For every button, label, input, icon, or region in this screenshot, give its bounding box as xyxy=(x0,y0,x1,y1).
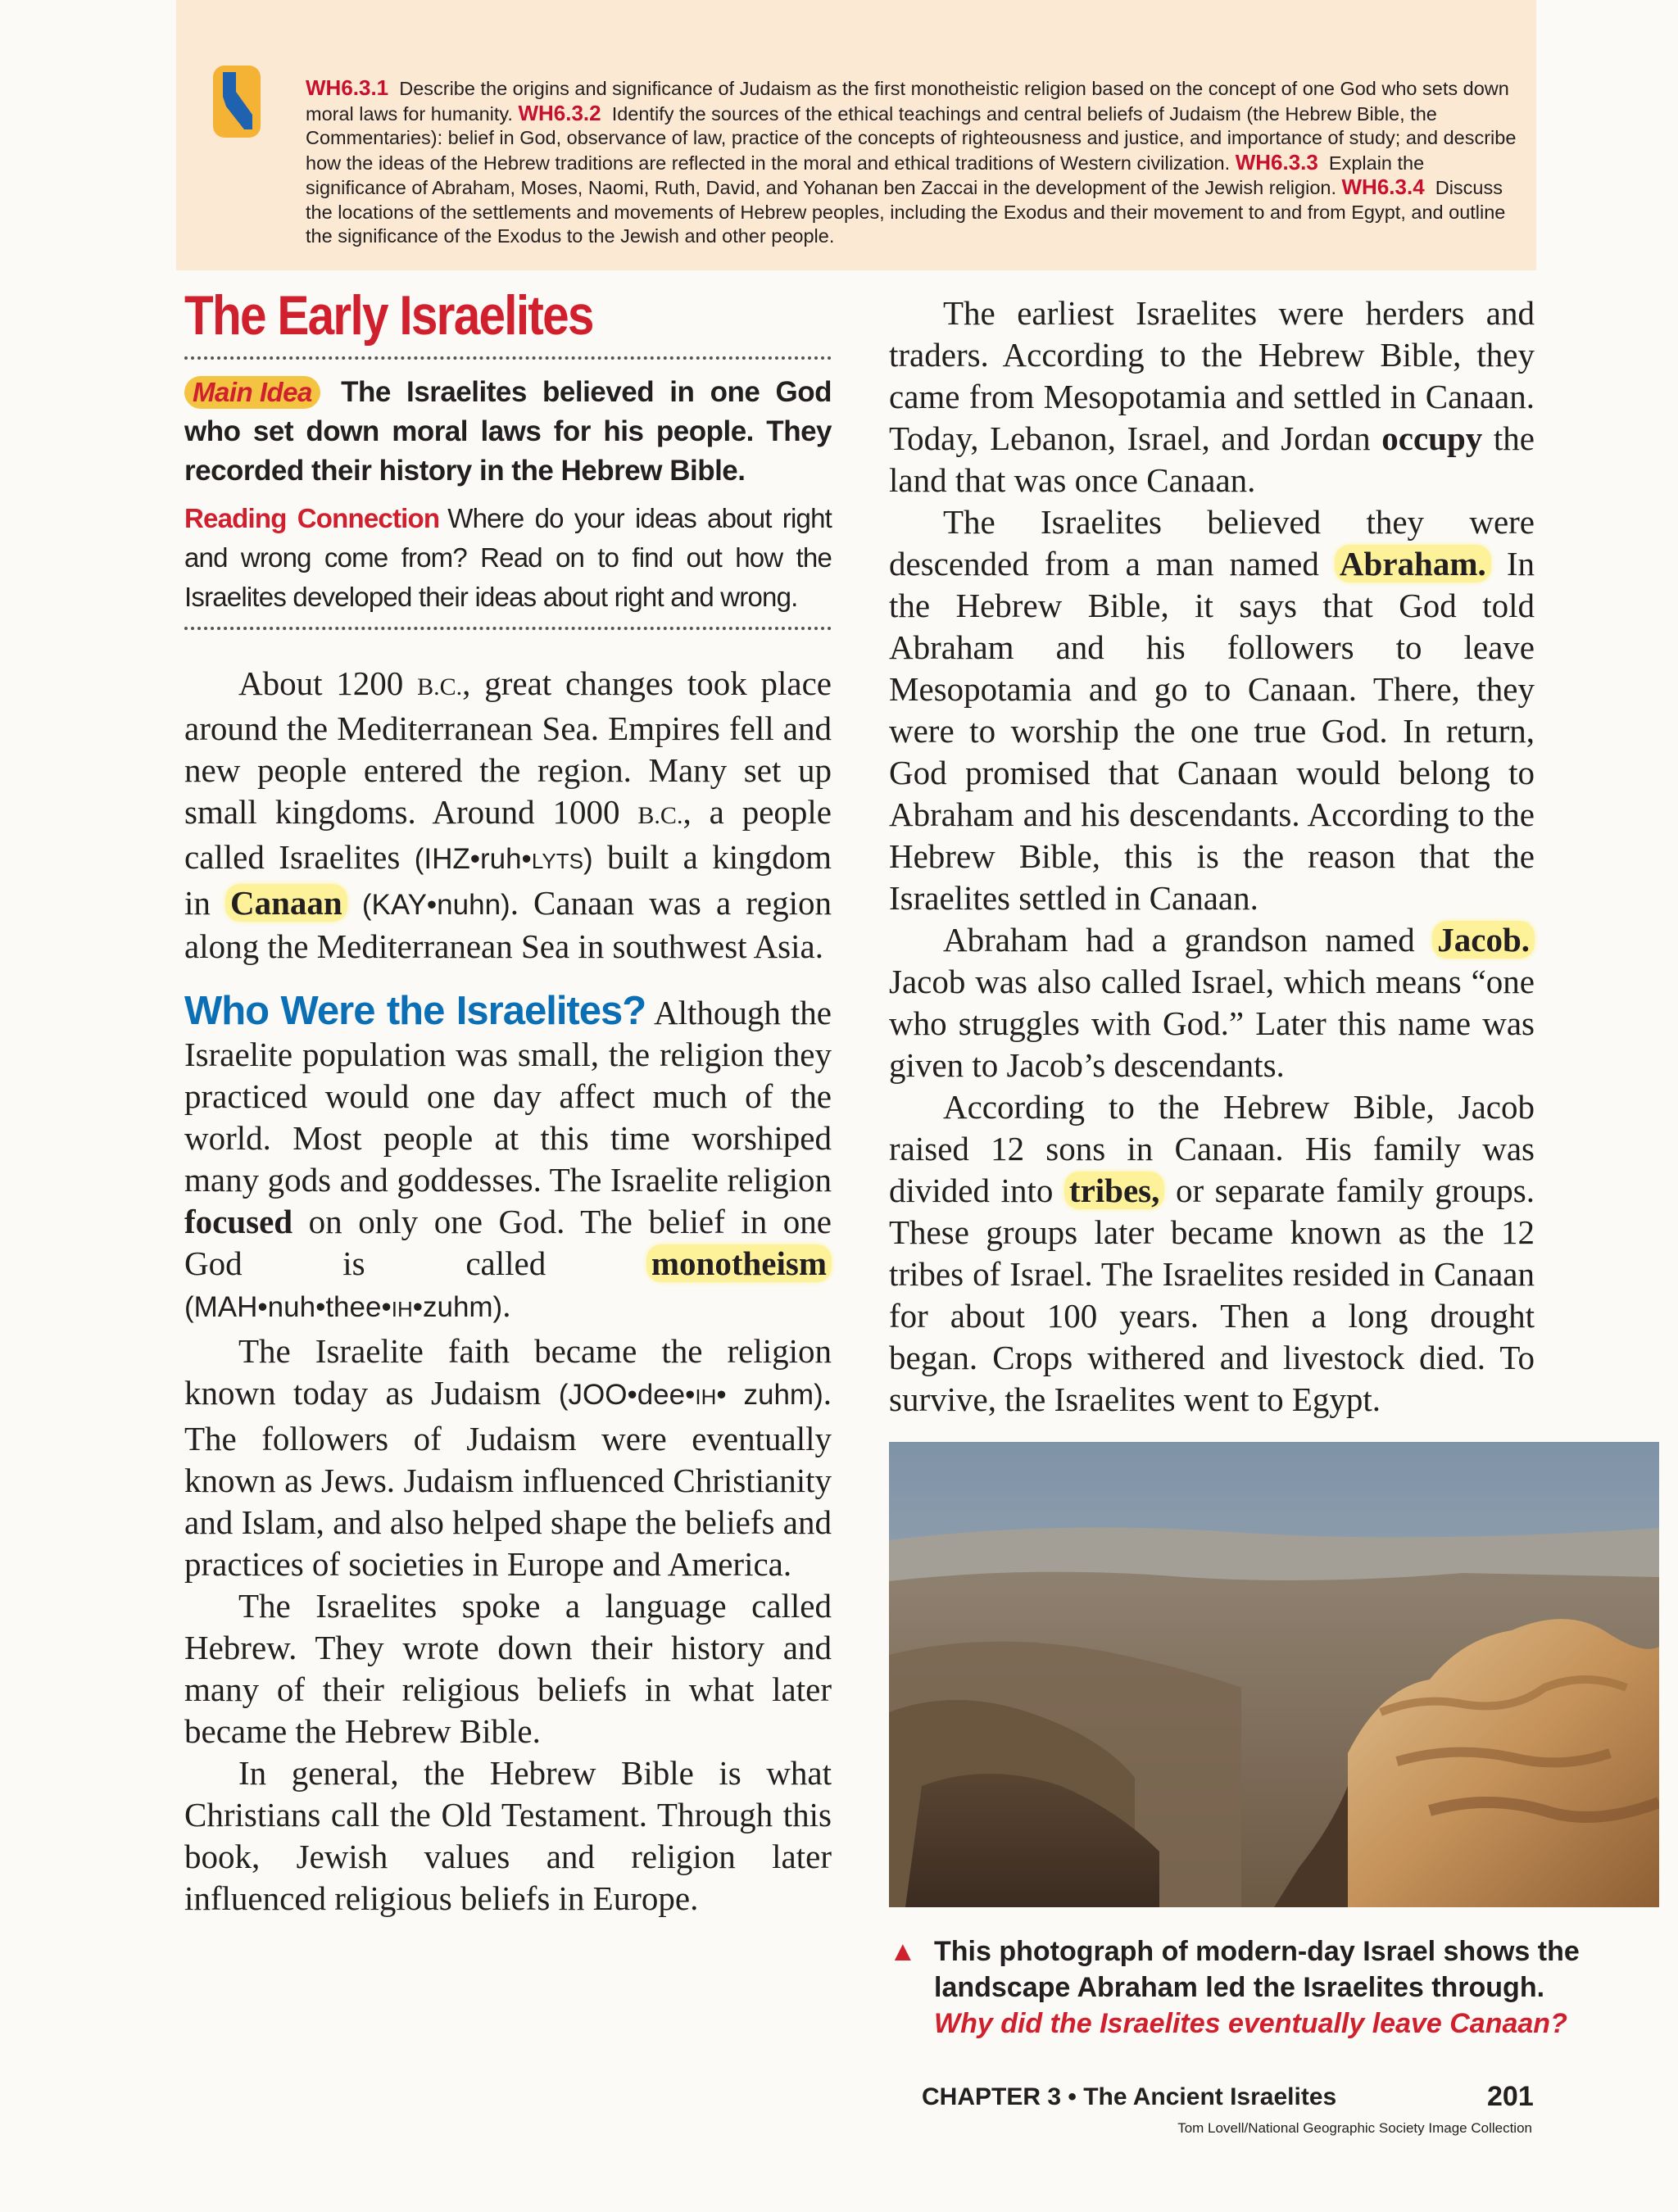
landscape-photo-illustration xyxy=(889,1442,1659,1907)
reading-connection-label: Reading Connection xyxy=(184,503,440,533)
caption-question: Why did the Israelites eventually leave Canaan? xyxy=(934,2008,1567,2039)
paragraph: The earliest Israelites were herders and traders. According to the Hebrew Bible, they came from Mesopotamia and settled in Canaan. Today, Lebanon, Israel, and Jordan occupy the land that was once Canaan. xyxy=(889,294,1535,499)
photo-credit: Tom Lovell/National Geographic Society Image Collection xyxy=(1177,2120,1532,2136)
standard-code: WH6.3.4 xyxy=(1341,175,1425,199)
era-abbrev: B.C. xyxy=(637,802,683,829)
landscape-photo xyxy=(889,1442,1659,1907)
academic-term: focused xyxy=(184,1203,293,1240)
standard-code: WH6.3.1 xyxy=(306,75,389,100)
paragraph: Who Were the Israelites? Although the Israelite population was small, the religion they practiced would one day affect much of the world. Most people at this time worshiped many gods and goddesses. The Israelite religion focused on only one God. The belief in one God is called monotheism (MAH•nuh•thee•IH•zuhm). xyxy=(184,989,832,1324)
subhead: Who Were the Israelites? xyxy=(184,989,646,1033)
standard-description: Discuss the locations of the settlements and movements of Hebrew peoples, including the Exodus and their movement to and from Egypt, and outline the significance of the Exodus to the Jewish and other people. xyxy=(306,177,1506,247)
left-column xyxy=(184,283,832,1920)
standard-description: Identify the sources of the ethical teachings and central beliefs of Judaism (the Hebrew Bible, the Commentaries): belief in God, observance of law, practice of the concepts of righteousness and justice, and importance of study; and describe how the ideas of the Hebrew traditions are reflected in the moral and ethical traditions of Western civilization. xyxy=(306,102,1517,174)
paragraph: The Israelite faith became the religion known today as Judaism (JOO•dee•IH• zuhm). The followers of Judaism were eventually known as Jews. Judaism influenced Christianity and Islam, and also helped shape the beliefs and practices of societies in Europe and America. xyxy=(184,1332,832,1583)
paragraph: According to the Hebrew Bible, Jacob raised 12 sons in Canaan. His family was divided into tribes, or separate family groups. These groups later became known as the 12 tribes of Israel. The Israelites resided in Canaan for about 100 years. Then a long drought began. Crops withered and livestock died. To survive, the Israelites went to Egypt. xyxy=(889,1088,1535,1418)
standards-text xyxy=(306,76,1526,249)
vocab-term: Abraham. xyxy=(1335,545,1491,582)
main-idea xyxy=(184,373,832,491)
caption-text: This photograph of modern-day Israel shows the landscape Abraham led the Israelites through. xyxy=(934,1936,1580,2003)
photo-caption xyxy=(889,1933,1626,2042)
standard-description: Describe the origins and significance of Judaism as the first monotheistic religion based on the concept of one God who sets down moral laws for humanity. xyxy=(306,78,1509,125)
main-idea-badge: Main Idea xyxy=(184,376,320,409)
california-state-icon xyxy=(211,64,262,139)
divider xyxy=(184,356,832,360)
standard-description: Explain the significance of Abraham, Moses, Naomi, Ruth, David, and Yohanan ben Zaccai in the development of the Jewish religion. xyxy=(306,152,1425,198)
reading-connection-text: Where do your ideas about right and wrong come from? Read on to find out how the Israelites developed their ideas about right and wrong. xyxy=(184,503,832,612)
paragraph: The Israelites believed they were descended from a man named Abraham. In the Hebrew Bible, it says that God told Abraham and his followers to leave Mesopotamia and go to Canaan. There, they were to worship the one true God. In return, God promised that Canaan would belong to Abraham and his descendants. According to the Hebrew Bible, this is the reason that the Israelites settled in Canaan. xyxy=(889,503,1535,917)
vocab-term: monotheism xyxy=(646,1244,832,1282)
paragraph: About 1200 B.C., great changes took place around the Mediterranean Sea. Empires fell and new people entered the region. Many set up small kingdoms. Around 1000 B.C., a people called Israelites (IHZ•ruh•LYTS) built a kingdom in Canaan (KAY•nuhn). Canaan was a region along the Mediterranean Sea in southwest Asia. xyxy=(184,664,832,965)
divider xyxy=(184,627,832,630)
page-number: 201 xyxy=(1487,2081,1534,2112)
standard-code: WH6.3.3 xyxy=(1235,149,1318,175)
academic-term: occupy xyxy=(1381,419,1483,457)
vocab-term: tribes, xyxy=(1064,1172,1164,1209)
chapter-footer: CHAPTER 3 • The Ancient Israelites xyxy=(922,2083,1337,2110)
era-abbrev: B.C. xyxy=(417,673,463,700)
pronunciation: (MAH•nuh•thee•IH•zuhm) xyxy=(184,1291,503,1323)
paragraph: The Israelites spoke a language called Hebrew. They wrote down their history and many of their religious beliefs in what later became the Hebrew Bible. xyxy=(184,1587,832,1750)
section-title: The Early Israelites xyxy=(184,284,593,347)
main-idea-text: The Israelites believed in one God who set down moral laws for his people. They recorded their history in the Hebrew Bible. xyxy=(184,376,832,487)
vocab-term: Canaan xyxy=(225,884,347,922)
standard-code: WH6.3.2 xyxy=(518,100,601,125)
vocab-term: Jacob. xyxy=(1432,921,1535,959)
paragraph: In general, the Hebrew Bible is what Christians call the Old Testament. Through this book, Jewish values and religion later influenced religious beliefs in Europe. xyxy=(184,1754,832,1917)
reading-connection xyxy=(184,499,832,617)
paragraph: Abraham had a grandson named Jacob. Jacob was also called Israel, which means “one who struggles with God.” Later this name was given to Jacob’s descendants. xyxy=(889,921,1535,1084)
pronunciation: (JOO•dee•IH• zuhm) xyxy=(558,1379,823,1411)
triangle-up-icon: ▲ xyxy=(889,1936,917,1967)
right-column xyxy=(889,283,1535,1421)
pronunciation: (KAY•nuhn) xyxy=(361,889,510,921)
pronunciation: (IHZ•ruh•LYTS) xyxy=(414,843,593,875)
